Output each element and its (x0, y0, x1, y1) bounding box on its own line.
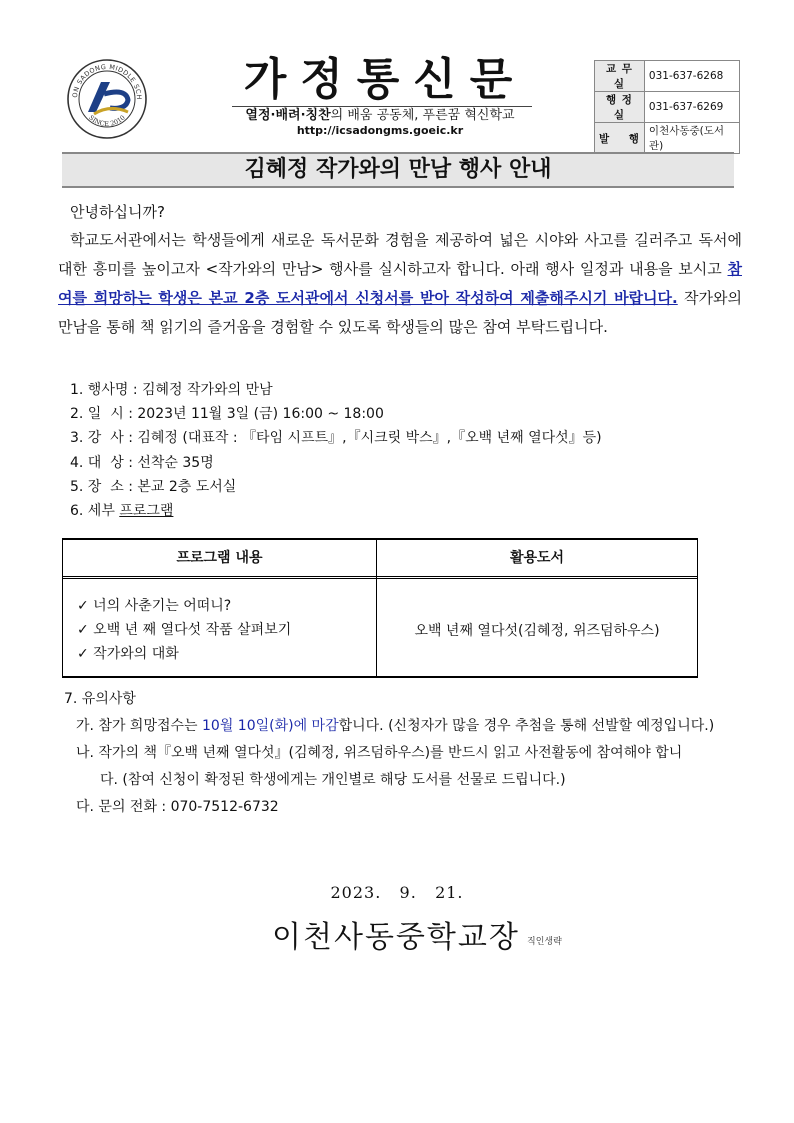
detail-item: 4. 대 상 : 선착순 35명 (70, 454, 214, 471)
contact-table (594, 60, 740, 154)
title-divider (232, 106, 532, 107)
contact-row (595, 61, 740, 92)
contact-label: 발 행 (595, 123, 645, 154)
intro-part2: 작가와의 만남을 통해 책 읽기의 즐거움을 경험할 수 있도록 학생들의 많은 참여 부탁드립니다. (58, 289, 742, 336)
contact-row (595, 92, 740, 123)
contact-value: 031-637-6268 (644, 61, 739, 92)
detail-item (70, 499, 602, 523)
contact-value: 031-637-6269 (644, 92, 739, 123)
note-ga-deadline: 10월 10일(화)에 마감 (202, 718, 339, 734)
school-logo (66, 58, 148, 140)
note-ga (64, 713, 714, 740)
program-item: ✓ 오백 년 째 열다섯 작품 살펴보기 (77, 622, 292, 638)
program-item: ✓ 작가와의 대화 (77, 646, 179, 662)
detail6-prefix: 6. 세부 (70, 503, 120, 520)
program-book: 오백 년째 열다섯(김혜정, 위즈덤하우스) (414, 623, 660, 639)
notes-section (64, 686, 714, 821)
contact-row (595, 123, 740, 154)
principal-signature: 이천사동중학교장 (272, 920, 520, 955)
note-da: 다. 문의 전화 : 070-7512-6732 (76, 799, 279, 815)
seal-omitted: 직인생략 (527, 937, 562, 947)
greeting: 안녕하십니까? (70, 203, 165, 221)
intro-paragraph (58, 226, 742, 342)
contact-value: 이천사동중(도서관) (644, 123, 739, 154)
note-ga-suffix: 합니다. (신청자가 많을 경우 추첨을 통해 선발할 예정입니다.) (338, 718, 715, 734)
program-item: ✓ 너의 사춘기는 어떠니? (77, 598, 232, 614)
program-table (62, 538, 698, 678)
motto-rest: 의 배움 공동체, 푸른꿈 혁신학교 (330, 108, 515, 123)
note-na-line1: 나. 작가의 책『오백 년째 열다섯』(김혜정, 위즈덤하우스)를 반드시 읽고 사전활동에 참여해야 합니 (76, 745, 683, 761)
event-details (70, 378, 602, 523)
event-title: 김혜정 작가와의 만남 행사 안내 (62, 152, 734, 188)
school-url[interactable]: http://icsadongms.goeic.kr (296, 124, 464, 137)
program-content-header: 프로그램 내용 (176, 550, 263, 566)
books-header: 활용도서 (509, 550, 565, 566)
contact-label: 행 정 실 (595, 92, 645, 123)
school-motto (224, 108, 536, 124)
newsletter-title: 가정통신문 (243, 54, 527, 105)
note-ga-prefix: 가. 참가 희망접수는 (76, 718, 202, 734)
note-na-line2: 다. (참여 신청이 확정된 학생에게는 개인별로 해당 도서를 선물로 드립니다.) (100, 772, 566, 788)
detail-item: 1. 행사명 : 김혜정 작가와의 만남 (70, 382, 273, 398)
detail-item: 3. 강 사 : 김혜정 (대표작 : 『타임 시프트』,『시크릿 박스』,『오백 년째 열다섯』등) (70, 430, 602, 447)
detail-item: 2. 일 시 : 2023년 11월 3일 (금) 16:00 ~ 18:00 (70, 406, 384, 423)
svg-text:SINCE 2010: SINCE 2010 (87, 113, 127, 129)
intro-highlight: 참여를 희망하는 학생은 본교 2층 도서관에서 신청서를 받아 작성하여 제출해주시기 바랍니다. (58, 260, 742, 307)
detail6-underlined: 프로그램 (119, 503, 174, 520)
motto-bold: 열정·배려·칭찬 (245, 108, 331, 123)
detail-item: 5. 장 소 : 본교 2층 도서실 (70, 478, 237, 495)
contact-label: 교 무 실 (595, 61, 645, 92)
intro-part1: 학교도서관에서는 학생들에게 새로운 독서문화 경험을 제공하여 넓은 시야와 사고를 길러주고 독서에 대한 흥미를 높이고자 <작가와의 만남> 행사를 실시하고자 합니다. 아래 행사 일정과 내용을 보시고 (58, 231, 742, 278)
program-list (77, 594, 291, 666)
notes-heading: 7. 유의사항 (64, 691, 136, 707)
issue-date: 2023. 9. 21. (330, 883, 464, 902)
svg-text:ICHEON SADONG MIDDLE SCHOOL: ON SADONG MIDDLE SCH (70, 62, 144, 101)
